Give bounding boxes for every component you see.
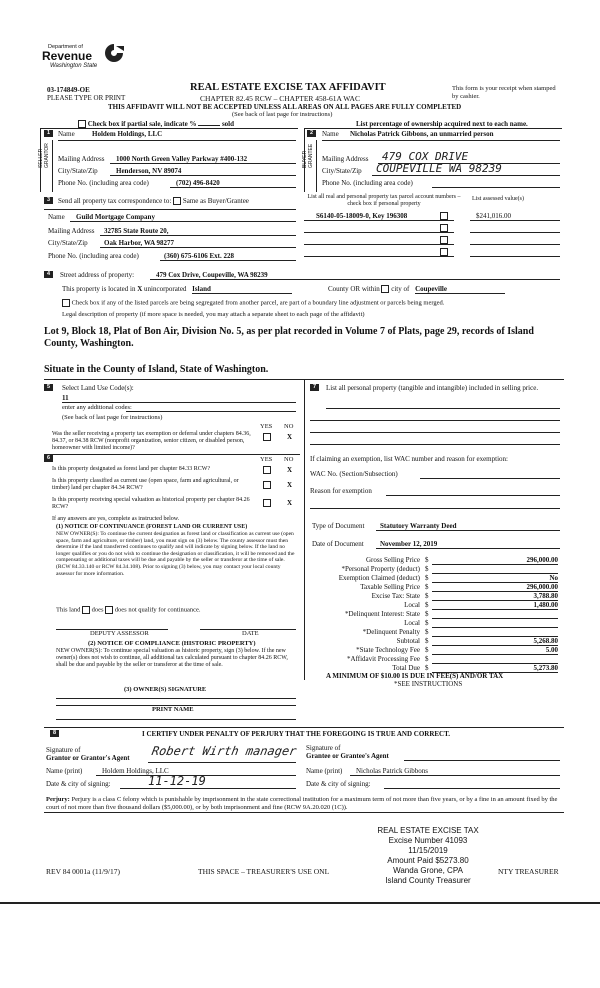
stamp-line-3: 11/15/2019	[408, 846, 448, 855]
logo-name: Revenue	[42, 49, 93, 63]
deputy-date-label: DATE	[242, 630, 259, 637]
tax-row-label: *Delinquent Penalty	[362, 628, 420, 636]
warning-text: THIS AFFIDAVIT WILL NOT BE ACCEPTED UNLESS ALL AREAS ON ALL PAGES ARE FULLY COMPLETED	[108, 103, 462, 111]
segregated-label: Check box if any of the listed parcels are being segregated from another parcel, are part of a boundary line adjustment or parcels being merged.	[71, 299, 445, 307]
section-4-number: 4	[44, 271, 53, 278]
tax-row-label: Excise Tax: State	[371, 592, 420, 600]
same-as-buyer-label: Same as Buyer/Grantee	[182, 197, 249, 205]
stamp-line-1: REAL ESTATE EXCISE TAX	[377, 826, 479, 835]
buyer-phone-label: Phone No. (including area code)	[322, 179, 413, 187]
tax-row-label: Exemption Claimed (deduct)	[338, 574, 420, 582]
parcel-1-number: S6140-05-18009-0, Key 196308	[316, 212, 408, 220]
buyer-city: COUPEVILLE WA 98239	[376, 162, 502, 175]
perjury-row	[46, 796, 564, 812]
tax-row-currency: $	[425, 574, 429, 582]
buyer-address: 479 COX DRIVE	[382, 150, 469, 163]
county-or-within-label: County OR within	[328, 285, 380, 293]
tax-row-value	[432, 628, 558, 637]
tax-row-currency: $	[425, 619, 429, 627]
segregated-row	[62, 299, 444, 307]
tax-row-label: Total Due	[392, 664, 420, 672]
seller-side-label: SELLER GRANTOR	[38, 143, 50, 168]
exemption-no-mark: X	[287, 433, 293, 441]
grantor-sig-label-1: Signature of	[46, 746, 81, 754]
qualify-row	[56, 606, 201, 614]
exemption-question: Was the seller receiving a property tax exemption or deferral under chapters 84.36, 84.37, or 84.38 RCW (nonprofit organization, senior citizen, or disabled person, homeowner with limited income)?	[52, 431, 251, 451]
seller-city: Henderson, NV 89074	[116, 167, 182, 175]
tax-row-label: Taxable Selling Price	[360, 583, 420, 591]
form-number: REV 84 0001a (11/9/17)	[46, 867, 120, 876]
tax-row-value	[432, 610, 558, 619]
tax-row-value: 5,268.80	[432, 637, 558, 646]
perjury-label: Perjury:	[46, 796, 70, 803]
tax-row-label: *Affidavit Processing Fee	[347, 655, 420, 663]
corr-phone: (360) 675-6106 Ext. 228	[164, 252, 234, 260]
see-instructions-note: *SEE INSTRUCTIONS	[394, 680, 463, 688]
seller-city-label: City/State/Zip	[58, 167, 98, 175]
city-checkbox[interactable]	[381, 285, 389, 293]
tax-row-value	[432, 565, 558, 574]
corr-city-label: City/State/Zip	[48, 239, 88, 247]
personal-property-label: List all personal property (tangible and intangible) included in selling price.	[326, 384, 539, 392]
doc-type-label: Type of Document	[312, 522, 365, 530]
segregated-checkbox[interactable]	[62, 299, 70, 307]
assessed-header: List assessed value(s)	[472, 196, 524, 202]
wac-label: WAC No. (Section/Subsection)	[310, 470, 398, 478]
form-chapter: CHAPTER 82.45 RCW – CHAPTER 458-61A WAC	[200, 94, 360, 103]
grantor-sig-label-2: Grantor or Grantor's Agent	[46, 754, 130, 762]
stamp-line-5: Wanda Grone, CPA	[393, 866, 463, 875]
section-5-number: 5	[44, 384, 53, 391]
seller-phone-label: Phone No. (including area code)	[58, 179, 149, 187]
corr-name: Guild Mortgage Company	[76, 213, 155, 221]
correspondence-row	[58, 197, 249, 205]
corr-address-label: Mailing Address	[48, 227, 95, 235]
buyer-address-label: Mailing Address	[322, 155, 369, 163]
land-use-no-header: NO	[284, 423, 294, 430]
property-county: Island	[192, 285, 292, 294]
grantee-date-label: Date & city of signing:	[306, 780, 371, 788]
tax-row-label: Subtotal	[396, 637, 420, 645]
grantor-signature: Robert Wirth manager	[150, 744, 298, 758]
forest-q1-yes-checkbox[interactable]	[263, 466, 271, 474]
tax-row-value: No	[432, 574, 558, 583]
seller-name: Holdem Holdings, LLC	[92, 130, 163, 138]
city-of-label: city of	[391, 285, 410, 293]
street-label: Street address of property:	[60, 271, 135, 279]
tax-row-label: Gross Selling Price	[365, 556, 420, 564]
land-use-code: 11	[62, 394, 69, 402]
tax-row-currency: $	[425, 583, 429, 591]
forest-q3-yes-checkbox[interactable]	[263, 499, 271, 507]
corr-phone-label: Phone No. (including area code)	[48, 252, 139, 260]
if-yes-instruction: If any answers are yes, complete as instructed below.	[52, 516, 180, 522]
tax-row-value	[432, 619, 558, 628]
land-use-label: Select Land Use Code(s):	[62, 384, 134, 392]
forest-yes-header: YES	[260, 456, 273, 463]
forest-no-header: NO	[284, 456, 294, 463]
parcel-4-checkbox[interactable]	[440, 248, 448, 256]
seller-address: 1000 North Green Valley Parkway #400-132	[116, 155, 248, 163]
minimum-note: A MINIMUM OF $10.00 IS DUE IN FEE(S) AND/OR TAX	[326, 672, 504, 680]
unincorporated-mark: X	[137, 285, 143, 293]
same-as-buyer-checkbox[interactable]	[173, 197, 181, 205]
legal-description: Lot 9, Block 18, Plat of Bon Air, Division No. 5, as per plat recorded in Volume 7 of Plats, page 29, records of Island County, Washington.	[44, 326, 534, 349]
forest-q1-no-mark: X	[287, 466, 293, 474]
tax-row-value: 5.00	[432, 646, 558, 655]
forest-question-2: Is this property classified as current use (open space, farm and agricultural, or timber) land per chapter 84.34 RCW?	[52, 478, 239, 491]
correspondence-label: Send all property tax correspondence to:	[58, 197, 172, 205]
parcel-3-checkbox[interactable]	[440, 236, 448, 244]
grantor-date: 11-12-19	[148, 774, 206, 788]
owner-signature-label: (3) OWNER(S) SIGNATURE	[124, 686, 207, 693]
tax-row-label: Local	[404, 619, 420, 627]
property-city: Coupeville	[415, 285, 505, 294]
tax-row-value: 3,788.80	[432, 592, 558, 601]
section-8-number: 8	[50, 730, 59, 737]
logo-state: Washington State	[50, 63, 98, 69]
buyer-name-label: Name	[322, 130, 339, 138]
seller-address-label: Mailing Address	[58, 155, 105, 163]
grantee-name: Nicholas Patrick Gibbons	[356, 767, 428, 775]
does-checkbox[interactable]	[82, 606, 90, 614]
forest-question-1: Is this property designated as forest land per chapter 84.33 RCW?	[52, 466, 211, 472]
print-name-label: PRINT NAME	[152, 706, 194, 713]
notice-1-title: (1) NOTICE OF CONTINUANCE (FOREST LAND OR CURRENT USE)	[56, 524, 248, 530]
tax-row-currency: $	[425, 592, 429, 600]
tax-row-label: Local	[404, 601, 420, 609]
section-7-number: 7	[310, 384, 319, 391]
parcel-1-value: $241,016.00	[476, 212, 511, 220]
reason-label: Reason for exemption	[310, 487, 372, 495]
receipt-note: This form is your receipt when stamped by cashier.	[452, 85, 556, 100]
stamp-line-4: Amount Paid $5273.80	[387, 856, 469, 865]
tax-row-currency: $	[425, 610, 429, 618]
tax-row-currency: $	[425, 637, 429, 645]
deputy-assessor-label: DEPUTY ASSESSOR	[90, 630, 149, 637]
tax-row-value: 5,273.80	[432, 664, 558, 673]
doc-date-label: Date of Document	[312, 540, 364, 548]
treasurer-use-left: THIS SPACE – TREASURER'S USE ONL	[198, 867, 330, 876]
additional-codes-label: enter any additional codes:	[62, 404, 132, 411]
grantee-sig-label-2: Grantee or Grantee's Agent	[306, 752, 389, 760]
exemption-claim-label: If claiming an exemption, list WAC number and reason for exemption:	[310, 455, 508, 463]
list-percentage-note: List percentage of ownership acquired next to each name.	[356, 120, 528, 128]
doc-type: Statutory Warranty Deed	[380, 522, 457, 530]
treasurer-use-right: NTY TREASURER	[498, 867, 559, 876]
doc-date: November 12, 2019	[380, 540, 438, 548]
sold-label: sold	[221, 120, 235, 128]
stamp-line-6: Island County Treasurer	[385, 876, 471, 885]
doc-id: 03-174849-OE	[47, 86, 90, 94]
section-2-number: 2	[307, 130, 316, 137]
tax-row-value: 296,000.00	[432, 583, 558, 592]
located-label: This property is located in	[62, 285, 136, 293]
tax-row-label: *Delinquent Interest: State	[344, 610, 420, 618]
forest-q3-no-mark: X	[287, 499, 293, 507]
section-1-number: 1	[44, 130, 53, 137]
revenue-logo	[38, 40, 133, 82]
tax-row-value: 296,000.00	[432, 556, 558, 565]
tax-row-value	[432, 655, 558, 664]
buyer-city-label: City/State/Zip	[322, 167, 362, 175]
tax-row-label: *State Technology Fee	[356, 646, 420, 654]
does-not-checkbox[interactable]	[105, 606, 113, 614]
corr-name-label: Name	[48, 213, 65, 221]
corr-address: 32785 State Route 20,	[104, 227, 169, 235]
county-row	[328, 285, 505, 294]
certify-title: I CERTIFY UNDER PENALTY OF PERJURY THAT THE FOREGOING IS TRUE AND CORRECT.	[142, 730, 451, 738]
legal-description-label: Legal description of property (if more space is needed, you may attach a separate sheet to each page of the affidavit)	[62, 311, 365, 318]
buyer-name: Nicholas Patrick Gibbons, an unmarried person	[350, 130, 494, 138]
does-label: does	[91, 606, 104, 614]
tax-row-currency: $	[425, 664, 429, 672]
buyer-side-label: BUYER GRANTEE	[302, 143, 314, 168]
forest-q2-yes-checkbox[interactable]	[263, 481, 271, 489]
this-land-label: This land	[56, 606, 81, 614]
revenue-swirl-icon	[102, 42, 126, 64]
tax-row-currency: $	[425, 628, 429, 636]
forest-q2-no-mark: X	[287, 481, 293, 489]
treasurer-stamp	[370, 826, 486, 886]
forest-question-3: Is this property receiving special valuation as historical property per chapter 84.26 RCW?	[52, 497, 250, 510]
see-back-instructions: (See back of last page for instructions)	[232, 111, 333, 118]
logo-department: Department of	[48, 44, 83, 50]
parcels-header: List all real and personal property tax parcel account numbers – check box if personal property	[307, 194, 461, 207]
tax-row-currency: $	[425, 655, 429, 663]
notice-1-body: NEW OWNER(S): To continue the current designation as forest land or classification as current use (open space, farm and agriculture, or timber) land, you must sign on (3) below. The county assessor must then determine if the land transferred continues to qualify and will indicate by signing below. If the land no longer qualifies or you do not wish to continue the designation or classification, it will be removed and the compensating or additional taxes will be due and payable by the seller or transferor at the time of sale. (RCW 84.33.140 or RCW 84.34.108). Prior to signing (3) below, you may contact your local county assessor for more information.	[56, 531, 295, 577]
unincorporated-label: unincorporated	[144, 285, 187, 293]
land-use-yes-header: YES	[260, 423, 273, 430]
located-row	[62, 285, 292, 294]
section-3-number: 3	[44, 197, 53, 204]
grantor-name-label: Name (print)	[46, 767, 83, 775]
does-not-label: does not qualify for continuance.	[114, 606, 201, 614]
seller-phone: (702) 496-8420	[176, 179, 220, 187]
type-or-print: PLEASE TYPE OR PRINT	[47, 94, 126, 102]
seller-name-label: Name	[58, 130, 75, 138]
corr-city: Oak Harbor, WA 98277	[104, 239, 175, 247]
tax-row-currency: $	[425, 601, 429, 609]
grantor-name: Holdem Holdings, LLC	[102, 767, 169, 775]
notice-2-body: NEW OWNER(S): To continue special valuation as historic property, sign (3) below. If the new owner(s) does not wish to continue, all additional tax calculated pursuant to chapter 84.26 RCW, shall be due and payable by the seller or transferor at the time of sale.	[56, 648, 288, 668]
property-street: 479 Cox Drive, Coupeville, WA 98239	[156, 271, 268, 279]
partial-sale-label: Check box if partial sale, indicate %	[87, 120, 197, 128]
tax-row-currency: $	[425, 556, 429, 564]
situate-text: Situate in the County of Island, State of Washington.	[44, 364, 269, 375]
grantee-name-label: Name (print)	[306, 767, 343, 775]
notice-2-title: (2) NOTICE OF COMPLIANCE (HISTORIC PROPERTY)	[88, 640, 256, 647]
grantee-sig-label-1: Signature of	[306, 744, 341, 752]
land-use-see-back: (See back of last page for instructions)	[62, 414, 163, 421]
form-title: REAL ESTATE EXCISE TAX AFFIDAVIT	[190, 82, 386, 93]
exemption-yes-checkbox[interactable]	[263, 433, 271, 441]
section-6-number: 6	[44, 455, 53, 462]
parcel-2-checkbox[interactable]	[440, 224, 448, 232]
tax-row-value: 1,480.00	[432, 601, 558, 610]
tax-row-currency: $	[425, 646, 429, 654]
grantor-date-label: Date & city of signing:	[46, 780, 111, 788]
parcel-1-checkbox[interactable]	[440, 212, 448, 220]
perjury-text: Perjury is a class C felony which is punishable by imprisonment in the state correctional institution for a maximum term of not more than five years, or by a fine in an amount fixed by the court of not more than five thousand dollars ($5,000.00), or by both imprisonment and fine (RCW 9A.20.020 (1C)).	[46, 796, 558, 811]
tax-row-label: *Personal Property (deduct)	[341, 565, 420, 573]
stamp-line-2: Excise Number 41093	[388, 836, 468, 845]
tax-row-currency: $	[425, 565, 429, 573]
